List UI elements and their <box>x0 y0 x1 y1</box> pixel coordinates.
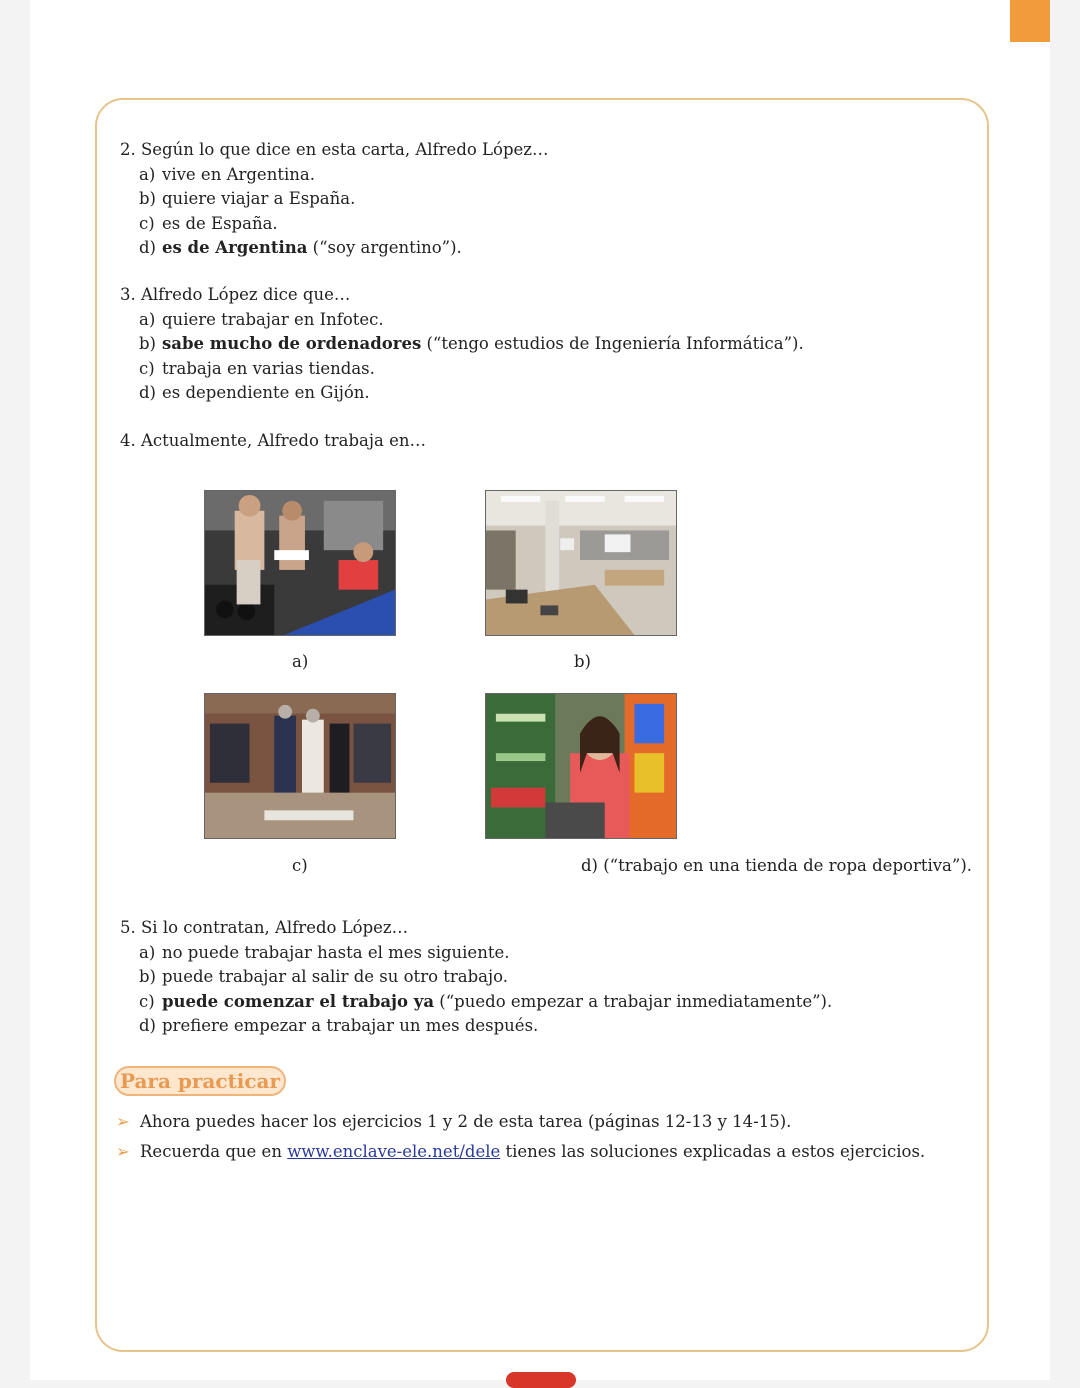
question-5-option-a: a) no puede trabajar hasta el mes siguiente. <box>139 942 510 962</box>
question-2-option-d: d) es de Argentina (“soy argentino”). <box>139 238 462 257</box>
question-5-option-b: b) puede trabajar al salir de su otro trabajo. <box>139 967 509 986</box>
question-2-option-c: c) es de España. <box>139 213 278 233</box>
question-2-stem: 2. Según lo que dice en esta carta, Alfredo López… <box>120 140 549 159</box>
photo-clothing-store <box>204 693 396 839</box>
question-5-option-d: d) prefiere empezar a trabajar un mes después. <box>139 1016 539 1035</box>
question-2-option-a: a) vive en Argentina. <box>139 164 315 184</box>
page-number-tab <box>506 1372 576 1388</box>
arrow-bullet-icon: ➢ <box>116 1112 130 1131</box>
arrow-bullet-icon: ➢ <box>116 1142 130 1161</box>
question-3-option-a: a) quiere trabajar en Infotec. <box>139 309 384 329</box>
question-4-stem: 4. Actualmente, Alfredo trabaja en… <box>120 431 426 450</box>
practice-bullet-1: ➢ Ahora puedes hacer los ejercicios 1 y 2 de esta tarea (páginas 12-13 y 14-15). <box>116 1112 792 1131</box>
question-3-option-b: b) sabe mucho de ordenadores (“tengo estudios de Ingeniería Informática”). <box>139 334 804 353</box>
practice-bullet-2: ➢ Recuerda que en www.enclave-ele.net/dele tienes las soluciones explicadas a estos ejercicios. <box>116 1142 926 1161</box>
caption-c: c) <box>292 856 308 875</box>
question-5-option-c: c) puede comenzar el trabajo ya (“puedo empezar a trabajar inmediatamente”). <box>139 991 833 1011</box>
photo-computer-store <box>485 490 677 636</box>
question-4 <box>120 429 426 454</box>
question-2-option-b: b) quiere viajar a España. <box>139 189 356 208</box>
caption-b: b) <box>574 652 591 671</box>
caption-d: d) (“trabajo en una tienda de ropa deportiva”). <box>581 856 973 875</box>
question-3-option-d: d) es dependiente en Gijón. <box>139 383 370 402</box>
question-3-option-c: c) trabaja en varias tiendas. <box>139 358 375 378</box>
practice-badge: Para practicar <box>114 1066 286 1096</box>
question-3-stem: 3. Alfredo López dice que… <box>120 285 351 304</box>
solutions-link[interactable]: www.enclave-ele.net/dele <box>287 1142 501 1161</box>
question-3 <box>120 283 804 406</box>
question-5-stem: 5. Si lo contratan, Alfredo López… <box>120 918 409 937</box>
question-5 <box>120 916 832 1039</box>
photo-sports-shop <box>485 693 677 839</box>
caption-a: a) <box>292 652 309 671</box>
photo-gym <box>204 490 396 636</box>
corner-color-tab <box>1010 0 1050 42</box>
question-2 <box>120 138 548 261</box>
